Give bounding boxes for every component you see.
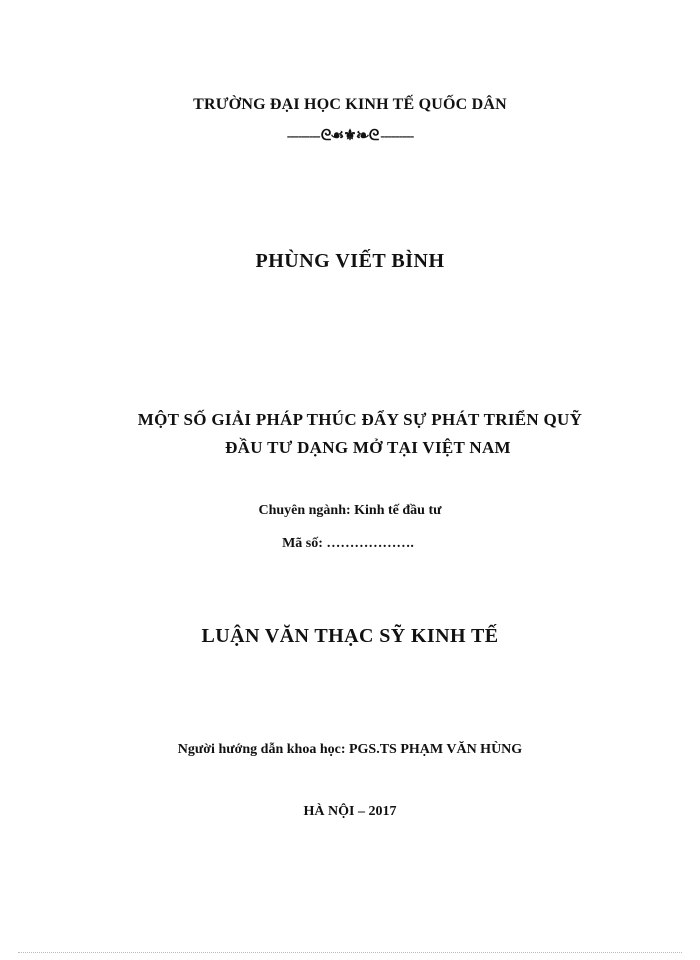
- major-field: Chuyên ngành: Kinh tế đầu tư: [258, 503, 442, 518]
- place-year: HÀ NỘI – 2017: [303, 804, 397, 819]
- supervisor-line: Người hướng dẫn khoa học: PGS.TS PHẠM VĂN HÙNG: [177, 742, 523, 757]
- code-field: Mã số: ……………….: [282, 536, 414, 551]
- degree-title: LUẬN VĂN THẠC SỸ KINH TẾ: [201, 625, 499, 647]
- ornament-left-dashes: ---------: [286, 129, 320, 144]
- author-name: PHÙNG VIẾT BÌNH: [255, 250, 445, 272]
- thesis-title-line-2: ĐẦU TƯ DẠNG MỞ TẠI VIỆT NAM: [225, 438, 511, 457]
- thesis-title-line-1: MỘT SỐ GIẢI PHÁP THÚC ĐẨY SỰ PHÁT TRIỂN QUỸ: [137, 410, 583, 429]
- ornament-divider: [0, 126, 700, 145]
- university-name: TRƯỜNG ĐẠI HỌC KINH TẾ QUỐC DÂN: [193, 96, 507, 113]
- ornament-flourish-icon: ᘓ☙⚜❧ᘓ: [320, 128, 380, 144]
- page-bottom-rule: [18, 952, 682, 953]
- ornament-right-dashes: ---------: [380, 129, 414, 144]
